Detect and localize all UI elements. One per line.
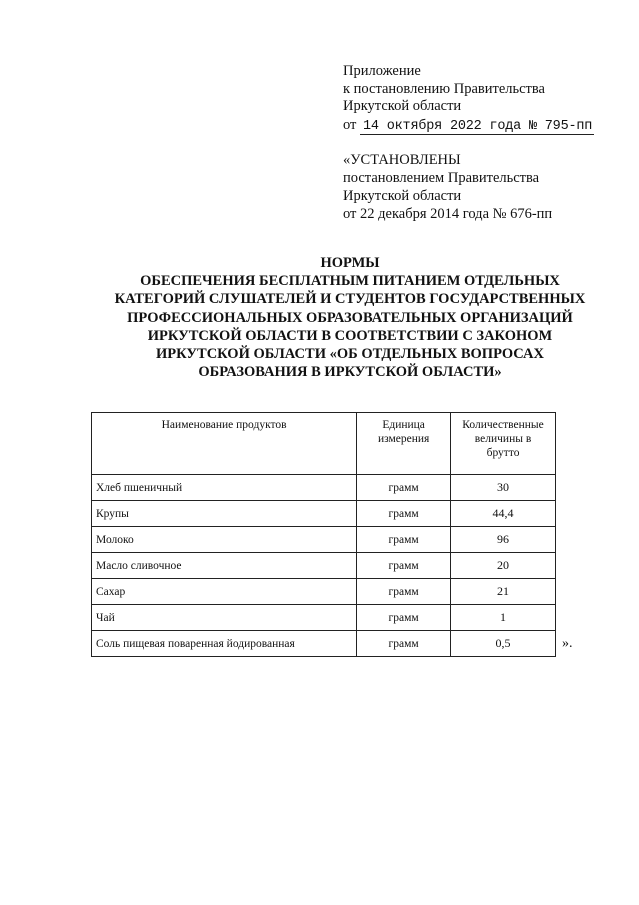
established-resolution: постановлением Правительства [343, 170, 540, 186]
header-unit [357, 413, 451, 475]
table-row [92, 475, 556, 501]
product-name: Масло сливочное [92, 553, 357, 579]
product-quantity: 96 [451, 527, 556, 553]
header-unit-line: измерения [377, 433, 430, 445]
norms-table [91, 412, 556, 657]
appendix-date-number: 14 октября 2022 года № 795-пп [360, 119, 594, 135]
appendix-date-line [343, 117, 594, 136]
table-row [92, 631, 556, 657]
appendix-header [343, 63, 594, 135]
product-unit: грамм [357, 475, 451, 501]
title-line: ОБЕСПЕЧЕНИЯ БЕСПЛАТНЫМ ПИТАНИЕМ ОТДЕЛЬНЫХ [140, 273, 560, 290]
document-title [80, 254, 620, 381]
table-row [92, 605, 556, 631]
product-unit: грамм [357, 501, 451, 527]
table-header-row [92, 413, 556, 475]
established-label: «УСТАНОВЛЕНЫ [343, 152, 461, 168]
product-quantity: 44,4 [451, 501, 556, 527]
header-quantity-line: Количественные [462, 419, 544, 431]
product-name: Хлеб пшеничный [92, 475, 357, 501]
appendix-region: Иркутской области [343, 98, 462, 114]
product-name: Крупы [92, 501, 357, 527]
established-region: Иркутской области [343, 188, 462, 204]
product-name: Чай [92, 605, 357, 631]
header-quantity [451, 413, 556, 475]
product-quantity: 0,5 [451, 631, 556, 657]
appendix-resolution-ref: к постановлению Правительства [343, 80, 545, 97]
header-quantity-line: брутто [486, 447, 520, 459]
title-line: НОРМЫ [320, 255, 380, 271]
product-unit: грамм [357, 579, 451, 605]
established-date: от 22 декабря 2014 года № 676-пп [343, 206, 553, 222]
product-unit: грамм [357, 553, 451, 579]
product-unit: грамм [357, 605, 451, 631]
established-block [343, 151, 552, 223]
table-row [92, 553, 556, 579]
title-line: ИРКУТСКОЙ ОБЛАСТИ В СООТВЕТСТВИИ С ЗАКОНОМ [147, 327, 553, 344]
header-quantity-line: величины в [474, 433, 532, 445]
header-product-text: Наименование продуктов [161, 419, 287, 431]
title-line: КАТЕГОРИЙ СЛУШАТЕЛЕЙ И СТУДЕНТОВ ГОСУДАРСТВЕННЫХ [114, 291, 586, 308]
appendix-date-prefix: от [343, 116, 357, 133]
product-unit: грамм [357, 527, 451, 553]
product-unit: грамм [357, 631, 451, 657]
product-name: Соль пищевая поваренная йодированная [92, 631, 357, 657]
header-unit-line: Единица [382, 419, 425, 431]
product-quantity: 20 [451, 553, 556, 579]
appendix-label: Приложение [343, 63, 421, 79]
product-quantity: 21 [451, 579, 556, 605]
table-row [92, 527, 556, 553]
product-name: Сахар [92, 579, 357, 605]
title-line: ПРОФЕССИОНАЛЬНЫХ ОБРАЗОВАТЕЛЬНЫХ ОРГАНИЗАЦИЙ [127, 309, 573, 326]
table-row [92, 501, 556, 527]
table-row [92, 579, 556, 605]
product-name: Молоко [92, 527, 357, 553]
header-product [92, 413, 357, 475]
closing-quote-mark: ». [562, 636, 573, 651]
title-line: ИРКУТСКОЙ ОБЛАСТИ «ОБ ОТДЕЛЬНЫХ ВОПРОСАХ [156, 346, 544, 363]
product-quantity: 30 [451, 475, 556, 501]
title-line: ОБРАЗОВАНИЯ В ИРКУТСКОЙ ОБЛАСТИ» [198, 364, 502, 381]
product-quantity: 1 [451, 605, 556, 631]
